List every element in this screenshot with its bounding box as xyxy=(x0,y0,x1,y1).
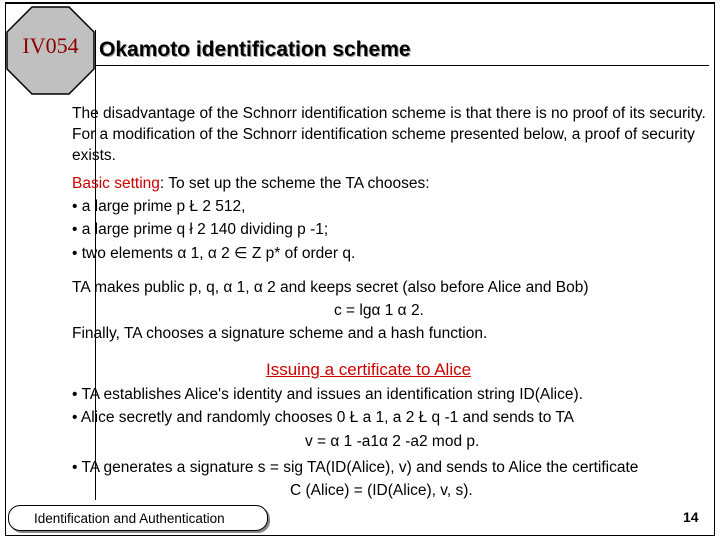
footer-label: Identification and Authentication xyxy=(34,511,225,526)
frame-bottom-border xyxy=(5,535,715,536)
basic-setting-line xyxy=(72,175,430,193)
frame-top-border xyxy=(5,2,715,4)
intro-paragraph: The disadvantage of the Schnorr identification scheme is that there is no proof of its security. For a modification of the Schnorr identification scheme presented below, a proof of security exists. xyxy=(72,105,706,164)
issuing-line-4: • TA generates a signature s = sig TA(ID(Alice), v) and sends to Alice the certificate xyxy=(72,459,639,476)
issuing-line-1: • TA establishes Alice's identity and issues an identification string ID(Alice). xyxy=(72,386,583,403)
certificate-formula: C (Alice) = (ID(Alice), v, s). xyxy=(290,482,473,499)
basic-setting-label: Basic setting xyxy=(72,175,160,192)
margin-rule xyxy=(95,30,96,500)
slide-title: Okamoto identification scheme xyxy=(99,38,411,61)
setting-item-q: • a large prime q ł 2 140 dividing p -1; xyxy=(72,221,329,238)
issuing-line-2: • Alice secretly and randomly chooses 0 Ł a 1, a 2 Ł q -1 and sends to TA xyxy=(72,409,575,426)
slide-id: IV054 xyxy=(22,33,79,58)
finally-line: Finally, TA chooses a signature scheme and a hash function. xyxy=(72,325,488,342)
title-rule xyxy=(95,65,709,66)
v-formula: v = α 1 -a1α 2 -a2 mod p. xyxy=(305,433,480,450)
page-number: 14 xyxy=(683,509,699,525)
setting-item-p: • a large prime p Ł 2 512, xyxy=(72,198,246,215)
basic-setting-text: : To set up the scheme the TA chooses: xyxy=(159,175,430,192)
c-formula: c = lgα 1 α 2. xyxy=(334,302,424,319)
setting-item-alpha: • two elements α 1, α 2 ∈ Z p* of order q. xyxy=(72,245,356,262)
frame-right-border xyxy=(714,2,715,536)
issuing-heading: Issuing a certificate to Alice xyxy=(266,360,472,379)
ta-public-line: TA makes public p, q, α 1, α 2 and keeps secret (also before Alice and Bob) xyxy=(72,279,589,296)
